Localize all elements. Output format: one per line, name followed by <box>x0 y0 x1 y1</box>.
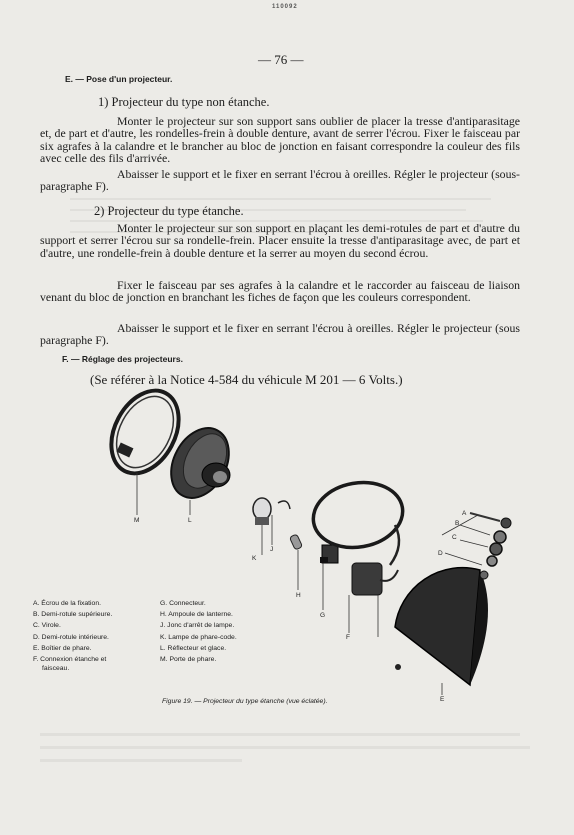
figure-caption-label: Figure 19. <box>162 698 193 705</box>
label-d: D <box>438 550 443 557</box>
label-l: L <box>188 517 192 524</box>
label-e: E <box>440 696 445 703</box>
paragraph-1-text: Monter le projecteur sur son support sans oublier de placer la tresse d'antiparasitage et, de part et d'autre, les rondelles-frein à double denture, avant de serrer l'écrou. Fixer le faisceau par six agrafes à la calandre et le brancher au bloc de jonction en faisant correspondre la couleur des fils avec celle des fils d'arrivée. <box>40 114 520 166</box>
label-m: M <box>134 517 140 524</box>
sidelamp-bulb <box>289 534 302 550</box>
document-reference: 110092 <box>272 4 298 10</box>
subsection-1-title: 1) Projecteur du type non étanche. <box>98 95 270 109</box>
page-number: — 76 — <box>258 52 304 67</box>
lamp-retaining-ring <box>278 501 290 509</box>
connector <box>320 545 338 563</box>
legend-item-l: L. Réflecteur et glace. <box>160 644 227 652</box>
legend-item-f: F. Connexion étanche et <box>33 656 107 664</box>
paragraph-5-text: Abaisser le support et le fixer en serrant l'écrou à oreilles. Régler le projecteur (sous paragraphe F). <box>40 321 520 348</box>
paragraph-4 <box>40 279 520 304</box>
label-f: F <box>346 634 350 641</box>
legend-item-f-cont: faisceau. <box>42 665 70 673</box>
legend-item-h: H. Ampoule de lanterne. <box>160 611 233 619</box>
legend-item-a: A. Écrou de la fixation. <box>33 600 102 607</box>
figure-caption <box>162 698 328 705</box>
figure-legend-right <box>160 598 290 665</box>
paragraph-5 <box>40 322 520 347</box>
legend-item-b: B. Demi-rotule supérieure. <box>33 611 113 619</box>
paragraph-2 <box>40 168 520 193</box>
label-c: C <box>452 534 457 541</box>
label-k: K <box>252 555 257 562</box>
label-h: H <box>296 592 301 599</box>
figure-caption-text: — Projecteur du type étanche (vue éclatée). <box>194 698 328 705</box>
legend-item-k: K. Lampe de phare-code. <box>160 633 237 641</box>
paragraph-1 <box>40 115 520 165</box>
paragraph-2-text: Abaisser le support et le fixer en serrant l'écrou à oreilles. Régler le projecteur (sous-paragraphe F). <box>40 167 520 194</box>
section-f-note: (Se référer à la Notice 4-584 du véhicule M 201 — 6 Volts.) <box>90 372 403 387</box>
label-b: B <box>455 520 460 527</box>
legend-item-j: J. Jonc d'arrêt de lampe. <box>160 622 235 630</box>
figure-legend-left <box>33 598 153 672</box>
legend-item-c: C. Virole. <box>33 622 61 630</box>
subsection-2-title: 2) Projecteur du type étanche. <box>94 204 244 218</box>
legend-item-d: D. Demi-rotule intérieure. <box>33 633 109 641</box>
headlamp-bulb <box>253 498 271 525</box>
paragraph-3-text: Monter le projecteur sur son support en plaçant les demi-rotules de part et d'autre du support et serrer l'écrou sur sa rondelle-frein. Placer ensuite la tresse d'antiparasitage avec, de part et d'autre, une rondelle-frein à double denture et la serrer au moyen du second écrou. <box>40 221 520 260</box>
legend-item-g: G. Connecteur. <box>160 600 206 607</box>
section-f-heading: F. — Réglage des projecteurs. <box>62 354 183 364</box>
show-through-lower <box>40 715 545 795</box>
label-g: G <box>320 612 326 619</box>
section-e-heading: E. — Pose d'un projecteur. <box>65 74 173 84</box>
legend-item-m: M. Porte de phare. <box>160 656 217 664</box>
legend-item-e: E. Boîtier de phare. <box>33 644 92 652</box>
paragraph-4-text: Fixer le faisceau par ses agrafes à la calandre et le raccorder au faisceau de liaison venant du bloc de jonction en branchant les fiches de façon que les couleurs correspondent. <box>40 278 520 305</box>
label-a: A <box>462 510 467 517</box>
label-j: J <box>270 546 274 553</box>
paragraph-3 <box>40 222 520 259</box>
headlamp-body <box>395 568 488 685</box>
